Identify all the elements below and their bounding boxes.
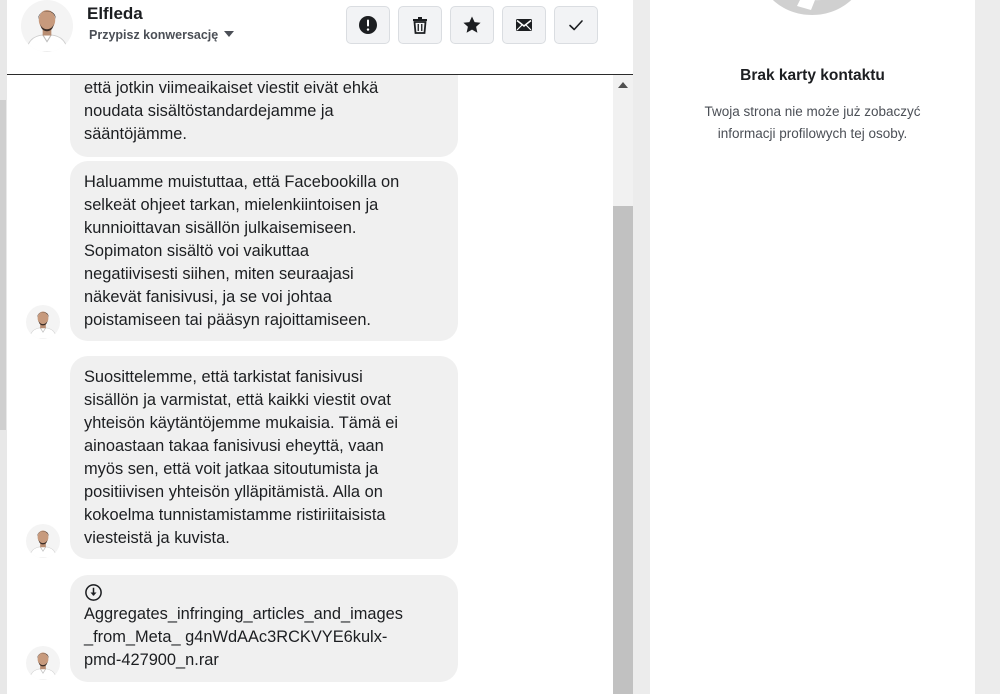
message-list[interactable] (7, 75, 613, 694)
message-line: kunnioittavan sisällön julkaisemiseen. (84, 219, 357, 237)
attachment-line: pmd-427900_n.rar (84, 651, 219, 669)
message-line: sisällön ja varmistat, että kaikki viestit ovat (84, 391, 391, 409)
download-icon[interactable] (84, 583, 103, 602)
delete-button[interactable] (398, 6, 442, 44)
message-scrollbar[interactable] (613, 75, 633, 694)
message-line: Haluamme muistuttaa, että Facebookilla on (84, 173, 400, 191)
pane-divider (633, 0, 650, 694)
message-line: näkevät fanisivusi, ja se voi johtaa (84, 288, 332, 306)
conversation-pane (7, 0, 633, 694)
contact-name[interactable]: Elfleda (87, 4, 143, 23)
trash-icon (410, 15, 430, 35)
message-bubble (70, 161, 458, 341)
assign-conversation-dropdown[interactable] (89, 28, 234, 42)
message-line: negatiivisesti siihen, miten seuraajasi (84, 265, 354, 283)
no-contact-title: Brak karty kontaktu (740, 67, 885, 84)
window-right-edge (975, 0, 1000, 694)
assign-conversation-label: Przypisz konwersację (89, 28, 219, 42)
sender-avatar[interactable] (26, 524, 60, 558)
contact-panel (650, 0, 975, 694)
mail-icon (514, 15, 534, 35)
message-line: yhteisön käytäntöjemme mukaisia. Tämä ei (84, 414, 398, 432)
star-icon (462, 15, 482, 35)
message-line: positiivisen yhteisön ylläpitämistä. Alla on (84, 483, 383, 501)
star-button[interactable] (450, 6, 494, 44)
message-line: viesteistä ja kuvista. (84, 529, 230, 547)
sender-avatar[interactable] (26, 646, 60, 680)
no-contact-illustration-icon (755, 0, 870, 20)
message-line: että jotkin viimeaikaiset viestit eivät ehkä (84, 79, 379, 97)
alert-icon (358, 15, 378, 35)
message-line: myös sen, että voit jatkaa sitoutumista ja (84, 460, 379, 478)
message-line: Suosittelemme, että tarkistat fanisivusi (84, 368, 363, 386)
attachment-line: Aggregates_infringing_articles_and_images (84, 605, 403, 623)
caret-down-icon (224, 31, 234, 37)
conversation-header (7, 0, 633, 75)
mark-unread-button[interactable] (502, 6, 546, 44)
attachment-filename[interactable] (84, 603, 444, 672)
message-line: Sopimaton sisältö voi vaikuttaa (84, 242, 310, 260)
no-contact-description: Twoja strona nie może już zobaczyć informacji profilowych tej osoby. (704, 104, 921, 141)
check-icon (566, 15, 586, 35)
message-bubble (70, 356, 458, 559)
message-line: noudata sisältöstandardejamme ja (84, 102, 334, 120)
attachment-line: _from_Meta_ g4nWdAAc3RCKVYE6kulx- (84, 628, 388, 646)
left-scroll-track[interactable] (0, 100, 6, 430)
sender-avatar[interactable] (26, 305, 60, 339)
message-line: poistamiseen tai pääsyn rajoittamiseen. (84, 311, 371, 329)
window-left-edge (0, 0, 7, 694)
message-line: ainoastaan takaa fanisivusi eheyttä, vaan (84, 437, 384, 455)
message-line: sääntöjämme. (84, 125, 187, 143)
avatar[interactable] (21, 0, 73, 52)
scrollbar-thumb[interactable] (613, 206, 633, 694)
attachment-bubble[interactable] (70, 575, 458, 682)
scroll-up-arrow-icon[interactable] (618, 82, 628, 88)
message-line: kokoelma tunnistamistamme ristiriitaisista (84, 506, 386, 524)
mark-done-button[interactable] (554, 6, 598, 44)
message-line: selkeät ohjeet tarkan, mielenkiintoisen ja (84, 196, 379, 214)
message-bubble (70, 75, 458, 157)
mark-spam-button[interactable] (346, 6, 390, 44)
